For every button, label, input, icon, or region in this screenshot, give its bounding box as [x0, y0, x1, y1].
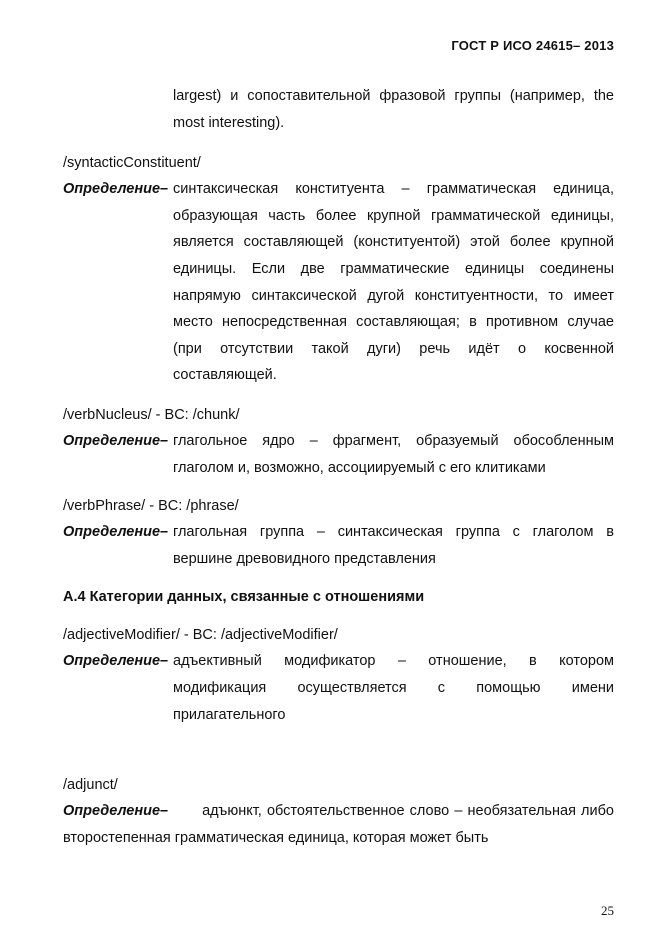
definition-text: синтаксическая конституента – грамматическая единица, образующая часть более крупной грамматической единицы, является составляющей (конституентой) этой более крупной единицы. Если две грамматические единицы соединены напрямую синтаксической дугой конституентности, то имеет место непосредственная составляющая; в противном случае (при отсутствии такой дуги) речь идёт о косвенной составляющей. — [173, 181, 614, 384]
definition-label: Определение– — [63, 181, 169, 198]
term-adjective-modifier: /adjectiveModifier/ - BC: /adjectiveModifier/ — [63, 627, 338, 644]
definition-text: глагольная группа – синтаксическая группа с глаголом в вершине древовидного представления — [173, 524, 614, 567]
definition-text: адъективный модификатор – отношение, в котором модификация осуществляется с помощью имени прилагательного — [173, 653, 614, 723]
definition-verb-nucleus — [63, 428, 614, 481]
definition-label: Определение– — [63, 653, 169, 670]
term-adjunct: /adjunct/ — [63, 777, 118, 794]
definition-text: глагольное ядро – фрагмент, образуемый обособленным глаголом и, возможно, ассоциируемый с его клитиками — [173, 432, 614, 476]
page-number: 25 — [601, 903, 614, 918]
definition-label: Определение– — [63, 432, 169, 449]
definition-label: Определение– — [63, 524, 169, 541]
definition-verb-phrase — [63, 519, 614, 572]
definition-syntactic-constituent — [63, 176, 614, 389]
definition-adjective-modifier — [63, 648, 614, 728]
term-verb-phrase: /verbPhrase/ - BC: /phrase/ — [63, 498, 239, 515]
term-syntactic-constituent: /syntacticConstituent/ — [63, 155, 201, 172]
definition-label: Определение– — [63, 803, 169, 820]
term-verb-nucleus: /verbNucleus/ - BC: /chunk/ — [63, 406, 240, 423]
page-content — [63, 83, 614, 851]
continued-definition-text: largest) и сопоставительной фразовой группы (например, the most interesting). — [173, 88, 614, 131]
definition-adjunct — [63, 798, 614, 851]
section-title: А.4 Категории данных, связанные с отношениями — [63, 589, 425, 606]
document-code-header: ГОСТ Р ИСО 24615– 2013 — [451, 38, 614, 53]
definition-text: адъюнкт, обстоятельственное слово – необязательная либо второстепенная грамматическая единица, которая может быть — [63, 803, 614, 846]
